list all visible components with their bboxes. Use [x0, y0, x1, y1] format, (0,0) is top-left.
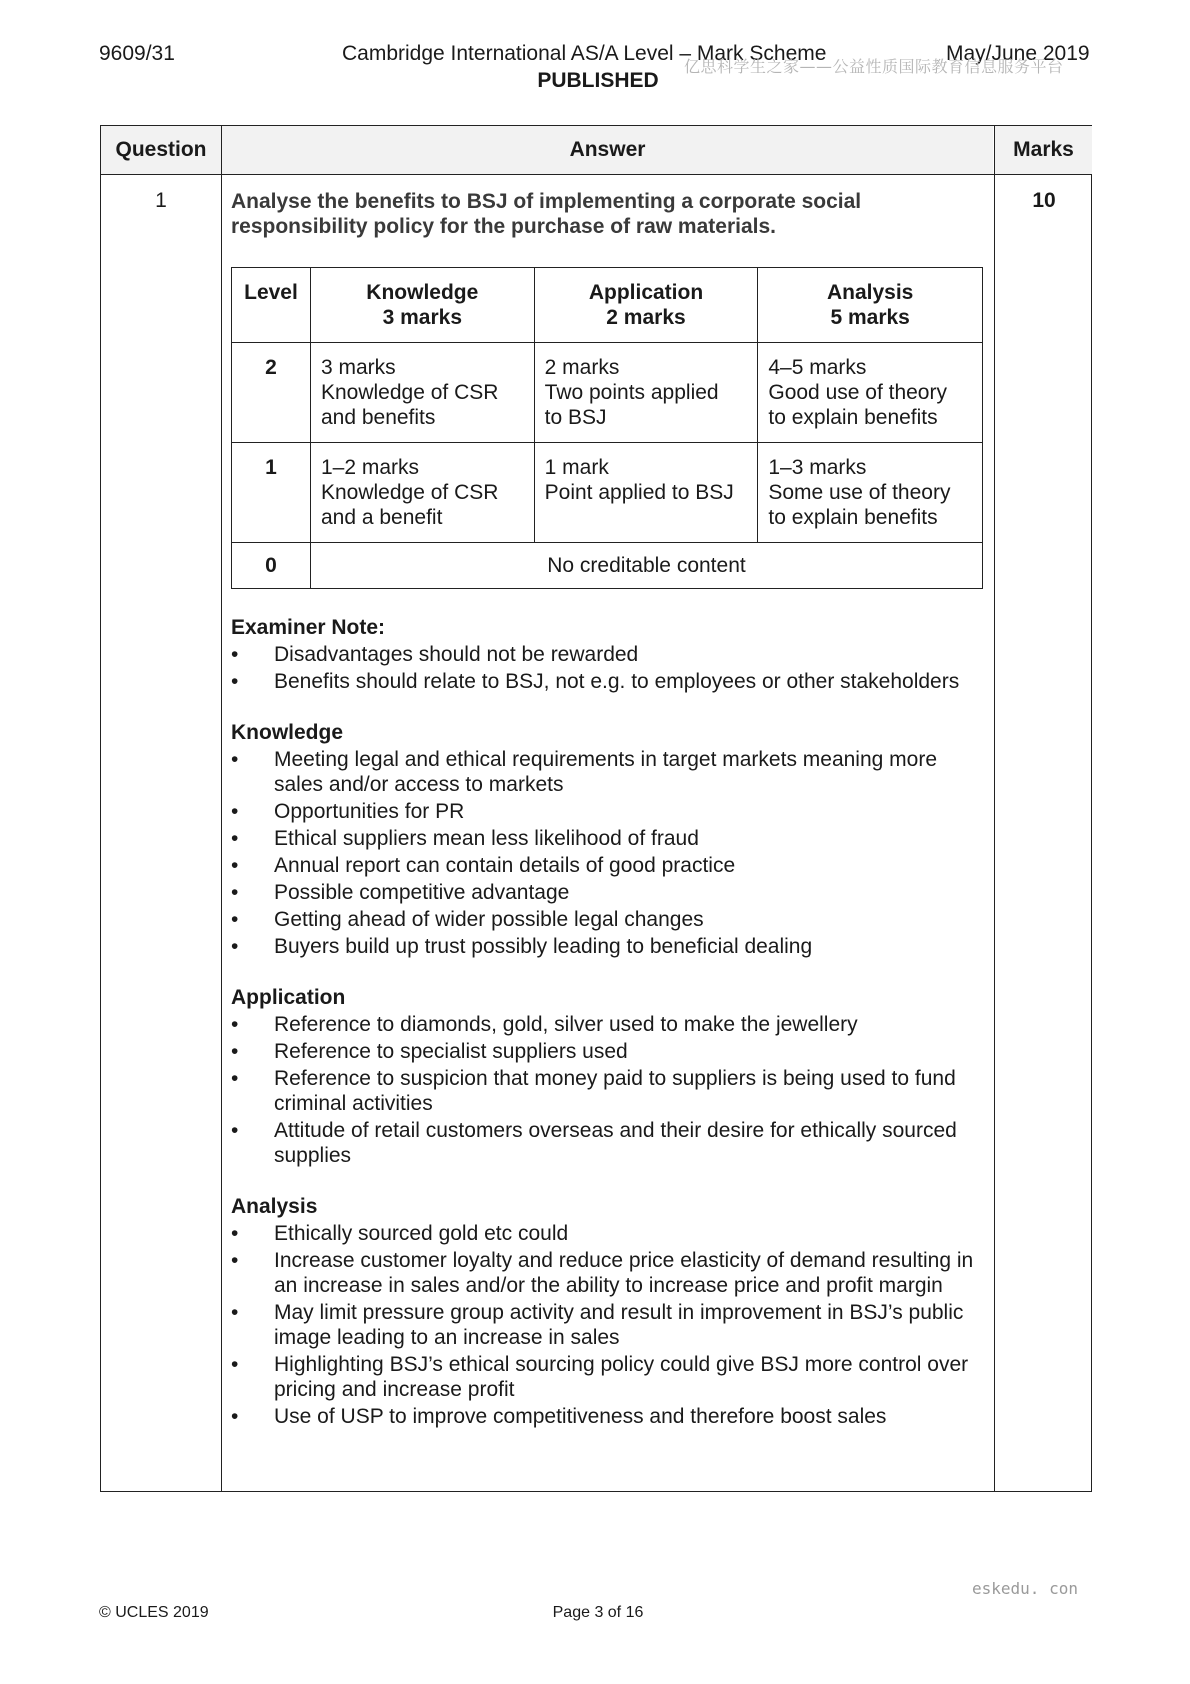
- question-prompt: Analyse the benefits to BSJ of implementing a corporate social responsibility policy for the purchase of raw materials.: [231, 190, 862, 238]
- analysis-header: Analysis 5 marks: [758, 268, 983, 343]
- section-title: Application: [231, 986, 346, 1009]
- section-title: Analysis: [231, 1195, 318, 1218]
- bullet-list: [231, 1221, 991, 1429]
- answer-header: Answer: [222, 126, 993, 174]
- list-item: • Reference to diamonds, gold, silver used to make the jewellery: [231, 1012, 991, 1037]
- list-item: • Meeting legal and ethical requirements in target markets meaning more sales and/or access to markets: [231, 747, 991, 797]
- list-item: • Use of USP to improve competitiveness and therefore boost sales: [231, 1404, 991, 1429]
- level-row-zero: [232, 543, 983, 589]
- list-item: • Opportunities for PR: [231, 799, 991, 824]
- knowledge-header: Knowledge 3 marks: [310, 268, 534, 343]
- list-item: • Buyers build up trust possibly leading to beneficial dealing: [231, 934, 991, 959]
- level-descriptor-table: [231, 267, 983, 589]
- knowledge-descriptor: 3 marks Knowledge of CSR and benefits: [310, 343, 534, 443]
- knowledge-descriptor: 1–2 marks Knowledge of CSR and a benefit: [310, 443, 534, 543]
- column-divider: [221, 126, 222, 1491]
- knowledge-section: [231, 720, 991, 959]
- list-item: • Reference to suspicion that money paid to suppliers is being used to fund criminal activities: [231, 1066, 991, 1116]
- bullet-list: [231, 1012, 991, 1168]
- list-item: • Reference to specialist suppliers used: [231, 1039, 991, 1064]
- section-title: Examiner Note:: [231, 616, 386, 639]
- list-item: • May limit pressure group activity and result in improvement in BSJ’s public image leading to an increase in sales: [231, 1300, 991, 1350]
- no-creditable-content: No creditable content: [310, 543, 982, 589]
- copyright-notice: © UCLES 2019: [99, 1604, 209, 1621]
- exam-session: May/June 2019: [946, 42, 1090, 65]
- list-item: • Possible competitive advantage: [231, 880, 991, 905]
- bullet-list: [231, 747, 991, 959]
- application-descriptor: 2 marks Two points applied to BSJ: [534, 343, 758, 443]
- analysis-descriptor: 4–5 marks Good use of theory to explain benefits: [758, 343, 983, 443]
- paper-code: 9609/31: [99, 42, 175, 65]
- list-item: • Getting ahead of wider possible legal changes: [231, 907, 991, 932]
- list-item: • Ethical suppliers mean less likelihood of fraud: [231, 826, 991, 851]
- list-item: • Benefits should relate to BSJ, not e.g. to employees or other stakeholders: [231, 669, 991, 694]
- level-number: 1: [232, 443, 311, 543]
- list-item: • Ethically sourced gold etc could: [231, 1221, 991, 1246]
- question-header: Question: [101, 126, 221, 174]
- examiner-note-section: [231, 615, 991, 694]
- application-section: [231, 985, 991, 1168]
- level-number: 0: [232, 543, 311, 589]
- marks-header: Marks: [995, 126, 1092, 174]
- mark-scheme-table: [100, 125, 1092, 1492]
- level-number: 2: [232, 343, 311, 443]
- analysis-section: [231, 1194, 991, 1429]
- list-item: • Increase customer loyalty and reduce price elasticity of demand resulting in an increase in sales and/or the ability to increase price and profit margin: [231, 1248, 991, 1298]
- list-item: • Annual report can contain details of good practice: [231, 853, 991, 878]
- list-item: • Attitude of retail customers overseas and their desire for ethically sourced supplies: [231, 1118, 991, 1168]
- level-table-header: [232, 268, 983, 343]
- answer-cell: [231, 189, 991, 1431]
- header-divider: [101, 174, 1091, 175]
- column-divider: [994, 126, 995, 1491]
- published-label: PUBLISHED: [537, 69, 659, 92]
- site-watermark: eskedu. con: [972, 1579, 1078, 1598]
- application-descriptor: 1 mark Point applied to BSJ: [534, 443, 758, 543]
- level-row: [232, 443, 983, 543]
- question-number: 1: [155, 189, 167, 212]
- document-title: Cambridge International AS/A Level – Mark Scheme: [342, 42, 827, 65]
- watermark-text: 亿思科学生之家——公益性质国际教育信息服务平台: [684, 57, 1064, 76]
- level-row: [232, 343, 983, 443]
- list-item: • Highlighting BSJ’s ethical sourcing policy could give BSJ more control over pricing and increase profit: [231, 1352, 991, 1402]
- application-header: Application 2 marks: [534, 268, 758, 343]
- analysis-descriptor: 1–3 marks Some use of theory to explain benefits: [758, 443, 983, 543]
- bullet-list: [231, 642, 991, 694]
- total-marks: 10: [1032, 189, 1056, 212]
- level-header: Level: [232, 268, 311, 343]
- list-item: • Disadvantages should not be rewarded: [231, 642, 991, 667]
- section-title: Knowledge: [231, 721, 344, 744]
- page-number: Page 3 of 16: [552, 1604, 644, 1621]
